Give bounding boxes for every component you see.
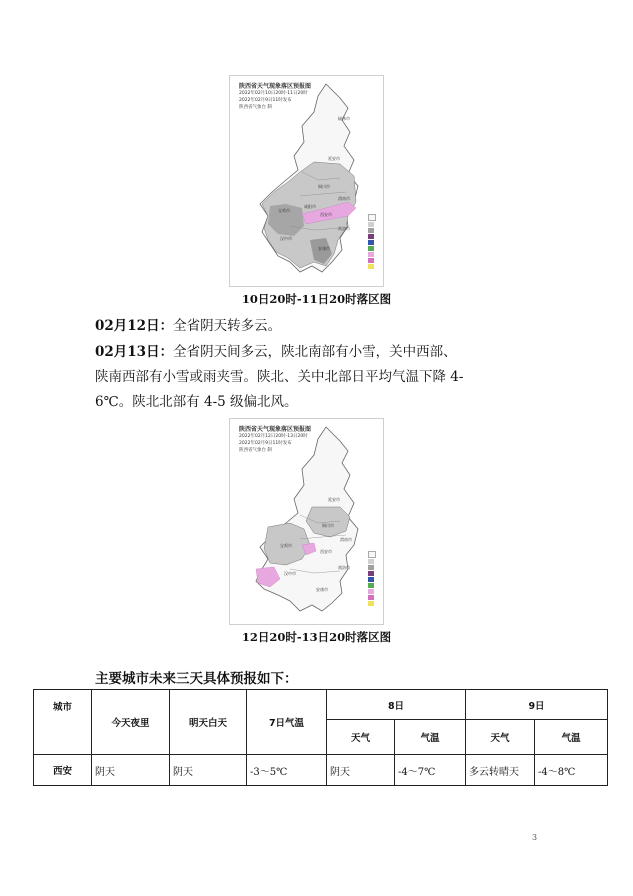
header-day8-temp: 气温	[395, 720, 466, 755]
cell-day9-temp: -4～8℃	[535, 755, 608, 786]
map2-city-label: 铜川市	[322, 523, 334, 528]
map1-legend	[368, 214, 376, 270]
map1-city-label: 延安市	[328, 156, 340, 161]
map2-issued: 2022年02月9日11时发布	[239, 441, 292, 446]
map1-period: 2022年02月10日20时-11日20时	[239, 91, 308, 96]
forecast-text-line: 6℃。陕北北部有 4-5 级偏北风。	[95, 394, 298, 410]
header-day9-weather: 天气	[466, 720, 535, 755]
map1-city-label: 榆林市	[338, 116, 350, 121]
map1-caption: 10日20时-11日20时落区图	[241, 292, 392, 306]
weather-map-1	[229, 75, 384, 287]
map1-city-label: 宝鸡市	[278, 208, 290, 213]
map1-city-label: 汉中市	[280, 236, 292, 241]
header-temp-day7: 7日气温	[247, 690, 327, 755]
weather-map-2	[229, 418, 384, 625]
forecast-text-line: 陕南西部有小雪或雨夹雪。陕北、关中北部日平均气温下降 4-	[95, 369, 464, 385]
cell-tomorrow: 阴天	[170, 755, 247, 786]
header-city: 城市	[34, 690, 92, 755]
map1-city-label: 商洛市	[338, 226, 350, 231]
header-day9: 9日	[466, 690, 608, 720]
map2-city-label: 商洛市	[338, 565, 350, 570]
date-label: 02月13日：	[95, 344, 174, 360]
map1-city-label: 渭南市	[338, 196, 350, 201]
map2-city-label: 延安市	[328, 497, 340, 502]
map1-city-label: 铜川市	[318, 184, 330, 189]
forecast-table	[33, 689, 608, 786]
header-day8: 8日	[327, 690, 466, 720]
forecast-day-13	[95, 339, 457, 365]
map2-city-label: 安康市	[316, 587, 328, 592]
map2-city-label: 西安市	[320, 549, 332, 554]
map1-shaanxi-outline	[230, 76, 383, 286]
map1-title: 陕西省天气现象落区预报图	[239, 83, 312, 90]
map2-caption: 12日20时-13日20时落区图	[241, 630, 392, 644]
date-label: 02月12日：	[95, 318, 174, 334]
cell-day8-temp: -4～7℃	[395, 755, 466, 786]
map2-legend	[368, 551, 376, 607]
cell-day8-weather: 阴天	[327, 755, 395, 786]
cell-temp-day7: -3～5℃	[247, 755, 327, 786]
map1-maker: 陕西省气象台 制	[239, 105, 272, 110]
header-tonight: 今天夜里	[92, 690, 170, 755]
header-day9-temp: 气温	[535, 720, 608, 755]
map2-maker: 陕西省气象台 制	[239, 448, 272, 453]
cell-tonight: 阴天	[92, 755, 170, 786]
forecast-text: 全省阴天间多云，陕北南部有小雪，关中西部、	[173, 344, 457, 360]
page-number: 3	[532, 833, 538, 842]
table-heading: 主要城市未来三天具体预报如下：	[95, 671, 298, 687]
map1-issued: 2022年02月9日11时发布	[239, 98, 292, 103]
map1-city-label: 咸阳市	[304, 204, 316, 209]
map1-city-label: 安康市	[318, 246, 330, 251]
table-row	[34, 755, 608, 786]
map2-city-label: 渭南市	[340, 537, 352, 542]
header-tomorrow: 明天白天	[170, 690, 247, 755]
map2-city-label: 宝鸡市	[280, 543, 292, 548]
map2-city-label: 汉中市	[284, 571, 296, 576]
map1-city-label: 西安市	[320, 212, 332, 217]
map2-title: 陕西省天气现象落区预报图	[239, 426, 312, 433]
forecast-day-12	[95, 313, 281, 339]
cell-day9-weather: 多云转晴天	[466, 755, 535, 786]
forecast-text: 全省阴天转多云。	[173, 318, 282, 334]
map2-period: 2022年02月12日20时-13日20时	[239, 434, 308, 439]
header-day8-weather: 天气	[327, 720, 395, 755]
cell-city: 西安	[34, 755, 92, 786]
map2-shaanxi-outline	[230, 419, 383, 624]
